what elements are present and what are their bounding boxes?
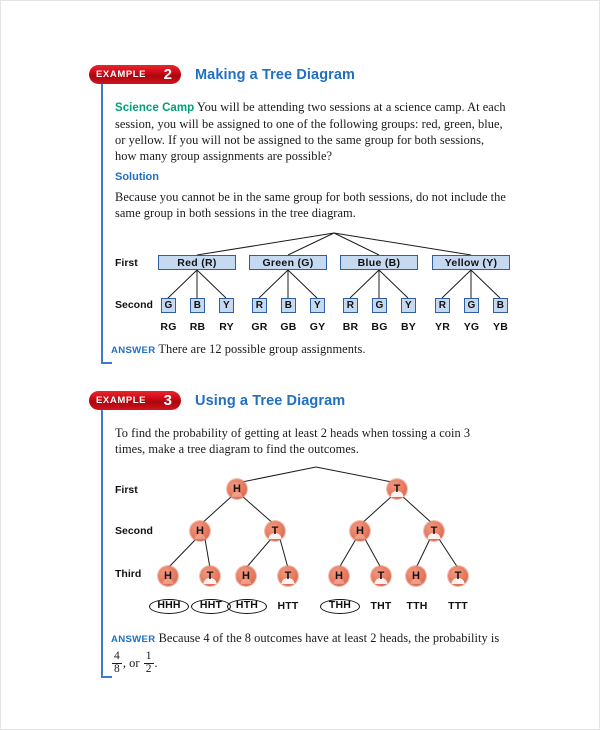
example3-outcome-2: HTH xyxy=(227,599,267,614)
example2-title: Making a Tree Diagram xyxy=(195,66,356,83)
example3-badge-number: 3 xyxy=(163,391,172,409)
example2-second-node-3-0: R xyxy=(435,298,450,313)
coin-label: H xyxy=(356,524,364,537)
example3-answer-fraction-2 xyxy=(144,651,154,675)
example3-outcome-3: HTT xyxy=(277,600,299,612)
example3-header xyxy=(89,391,345,410)
fraction-denominator: 8 xyxy=(114,662,120,675)
example2-problem-paragraph xyxy=(115,99,507,164)
example3-badge xyxy=(89,391,181,410)
example3-third-coin-6 xyxy=(406,566,426,586)
example3-second-coin-3 xyxy=(424,521,444,541)
example3-row-label-third: Third xyxy=(115,568,142,580)
coin-label: H xyxy=(196,524,204,537)
example2-solution-text: Because you cannot be in the same group for both sessions, do not include the same group in both sessions in the tree diagram. xyxy=(115,190,506,221)
example2-outcome-0-0: RG xyxy=(160,321,177,333)
example2-outcome-2-0: BR xyxy=(342,321,359,333)
fraction-numerator: 1 xyxy=(145,650,152,662)
example2-answer-label: ANSWER xyxy=(111,345,156,356)
fraction-numerator: 4 xyxy=(114,650,120,662)
coin-label: H xyxy=(164,569,172,582)
example3-answer-connector: , or xyxy=(122,655,140,670)
example3-first-coin-0 xyxy=(227,479,247,499)
example2-left-rule-foot xyxy=(101,362,112,364)
example3-left-rule-foot xyxy=(101,676,112,678)
example2-problem-text: You will be attending two sessions at a science camp. At each session, you will be assigned to one of the following groups: red, green, blue, or yellow. If you will not be assigned to the same group for both sessions, how many group assignments are possible? xyxy=(115,100,506,164)
example2-outcome-1-0: GR xyxy=(251,321,268,333)
example2-badge xyxy=(89,65,181,84)
example3-answer-text: Because 4 of the 8 outcomes have at least 2 heads, the probability is xyxy=(158,631,500,645)
example2-badge-number: 2 xyxy=(163,65,172,83)
example3-problem-text: To find the probability of getting at least 2 heads when tossing a coin 3 times, make a tree diagram to find the outcomes. xyxy=(115,426,471,457)
coin-label: H xyxy=(233,482,241,495)
example2-outcome-1-2: GY xyxy=(309,321,326,333)
example3-third-coin-5 xyxy=(371,566,391,586)
coin-label: T xyxy=(377,569,385,582)
example3-row-label-second: Second xyxy=(115,525,153,537)
example3-answer-label: ANSWER xyxy=(111,634,156,645)
example3-badge-word: EXAMPLE xyxy=(96,394,147,406)
coin-label: T xyxy=(206,569,214,582)
example2-outcome-0-2: RY xyxy=(219,321,234,333)
example3-answer-line xyxy=(111,627,503,675)
coin-label: H xyxy=(412,569,420,582)
example2-outcome-2-2: BY xyxy=(401,321,416,333)
example3-third-coin-1 xyxy=(200,566,220,586)
example3-row-label-first: First xyxy=(115,484,138,496)
example3-title: Using a Tree Diagram xyxy=(195,392,346,409)
example2-badge-word: EXAMPLE xyxy=(96,68,147,80)
example2-first-node-2: Blue (B) xyxy=(340,255,418,270)
coin-label: H xyxy=(242,569,250,582)
example3-left-rule xyxy=(101,410,103,678)
coin-label: T xyxy=(393,482,401,495)
example3-outcome-1: HHT xyxy=(191,599,231,614)
example3-outcome-6: TTH xyxy=(406,600,428,612)
example3-answer-fraction-1 xyxy=(112,651,122,675)
coin-label: T xyxy=(454,569,462,582)
example2-second-node-1-1: B xyxy=(281,298,296,313)
coin-label: T xyxy=(271,524,279,537)
example3-outcome-0: HHH xyxy=(149,599,189,614)
example3-second-coin-1 xyxy=(265,521,285,541)
example3-outcome-7: TTT xyxy=(448,600,468,612)
example2-row-label-first: First xyxy=(115,257,138,269)
example2-outcome-3-2: YB xyxy=(493,321,508,333)
example2-second-node-1-0: R xyxy=(252,298,267,313)
example2-second-node-0-1: B xyxy=(190,298,205,313)
example2-header xyxy=(89,65,355,84)
example2-second-node-0-0: G xyxy=(161,298,176,313)
example3-second-coin-2 xyxy=(350,521,370,541)
example3-first-coin-1 xyxy=(387,479,407,499)
example3-third-coin-0 xyxy=(158,566,178,586)
example2-outcome-3-0: YR xyxy=(435,321,450,333)
coin-label: T xyxy=(430,524,438,537)
example2-first-node-0: Red (R) xyxy=(158,255,236,270)
example2-row-label-second: Second xyxy=(115,299,153,311)
fraction-denominator: 2 xyxy=(145,662,152,675)
example3-answer-period: . xyxy=(154,655,158,670)
example2-second-node-3-1: G xyxy=(464,298,479,313)
example2-second-node-2-1: G xyxy=(372,298,387,313)
example2-second-node-2-2: Y xyxy=(401,298,416,313)
coin-label: H xyxy=(335,569,343,582)
example3-third-coin-4 xyxy=(329,566,349,586)
example2-answer-line xyxy=(111,341,503,359)
example2-outcome-0-1: RB xyxy=(189,321,206,333)
example2-outcome-3-1: YG xyxy=(463,321,480,333)
example2-second-node-2-0: R xyxy=(343,298,358,313)
example2-first-node-3: Yellow (Y) xyxy=(432,255,510,270)
example2-second-node-3-2: B xyxy=(493,298,508,313)
example2-lead-in: Science Camp xyxy=(115,102,195,114)
example2-second-node-1-2: Y xyxy=(310,298,325,313)
example2-left-rule xyxy=(101,84,103,364)
example2-outcome-1-1: GB xyxy=(280,321,297,333)
example3-outcome-4: THH xyxy=(320,599,360,614)
example3-third-coin-2 xyxy=(236,566,256,586)
example2-solution-heading: Solution xyxy=(115,171,159,183)
example3-outcome-5: THT xyxy=(370,600,392,612)
example2-answer-text: There are 12 possible group assignments. xyxy=(158,342,366,356)
example2-second-node-0-2: Y xyxy=(219,298,234,313)
example3-second-coin-0 xyxy=(190,521,210,541)
example2-first-node-1: Green (G) xyxy=(249,255,327,270)
example3-third-coin-7 xyxy=(448,566,468,586)
example3-third-coin-3 xyxy=(278,566,298,586)
example2-outcome-2-1: BG xyxy=(371,321,388,333)
coin-label: T xyxy=(284,569,292,582)
